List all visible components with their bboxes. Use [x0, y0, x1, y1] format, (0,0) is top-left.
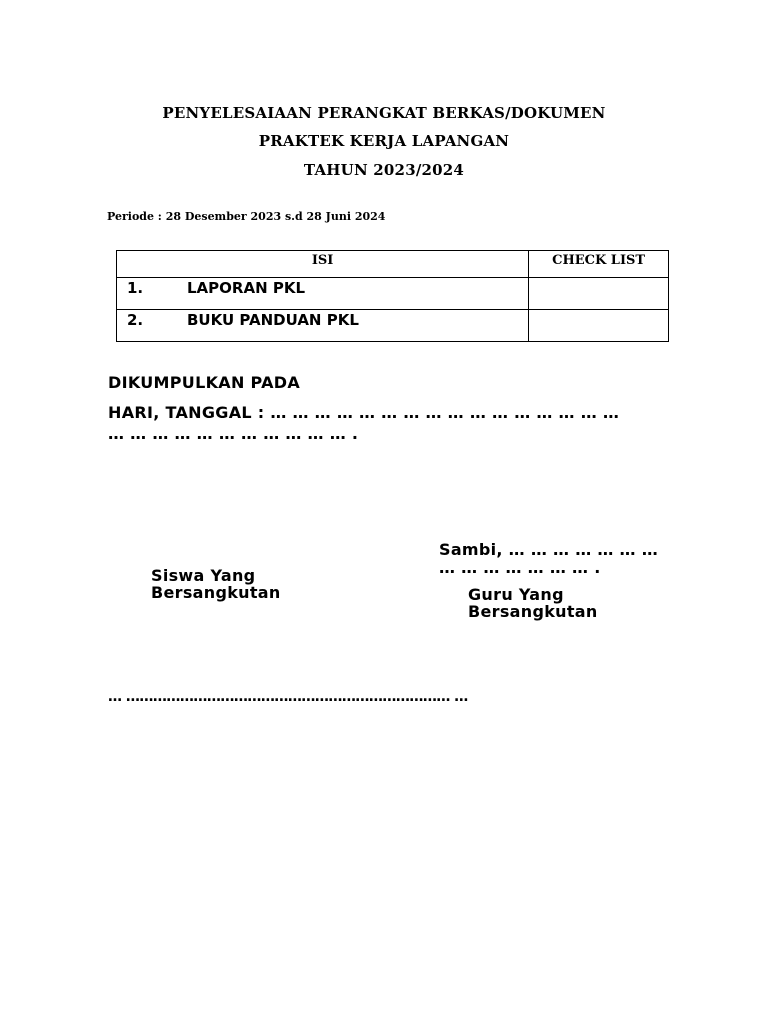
title-line-1: PENYELESAIAAN PERANGKAT BERKAS/DOKUMEN [162, 104, 606, 122]
document-checklist-table [116, 250, 669, 342]
row-item-text: LAPORAN PKL [187, 279, 306, 297]
header-isi: ISI [117, 251, 529, 278]
submission-date-line-2: … … … … … … … … … … … . [108, 424, 359, 443]
row-number: 1. [127, 279, 144, 297]
row-check-cell[interactable] [529, 278, 669, 310]
header-check-list: CHECK LIST [529, 251, 669, 278]
signature-line: … ……………………………………………………………… … [108, 689, 468, 705]
period-text: Periode : 28 Desember 2023 s.d 28 Juni 2024 [107, 210, 386, 223]
row-content-cell [117, 278, 529, 310]
table-row [117, 278, 669, 310]
table-row [117, 310, 669, 342]
submission-date-line-1: HARI, TANGGAL : … … … … … … … … … … … … … … … … [108, 403, 620, 422]
title-line-3: TAHUN 2023/2024 [303, 161, 465, 179]
student-signature-title: Siswa Yang Bersangkutan [151, 566, 281, 602]
place-date-line-2: … … … … … … … . [439, 558, 601, 577]
place-date-line-1: Sambi, … … … … … … … [439, 540, 658, 559]
row-item-text: BUKU PANDUAN PKL [187, 311, 359, 329]
table-header-row [117, 251, 669, 278]
row-number: 2. [127, 311, 144, 329]
title-line-2: PRAKTEK KERJA LAPANGAN [258, 132, 510, 150]
submission-heading: DIKUMPULKAN PADA [108, 373, 301, 392]
row-content-cell [117, 310, 529, 342]
row-check-cell[interactable] [529, 310, 669, 342]
teacher-signature-title: Guru Yang Bersangkutan [468, 585, 598, 621]
